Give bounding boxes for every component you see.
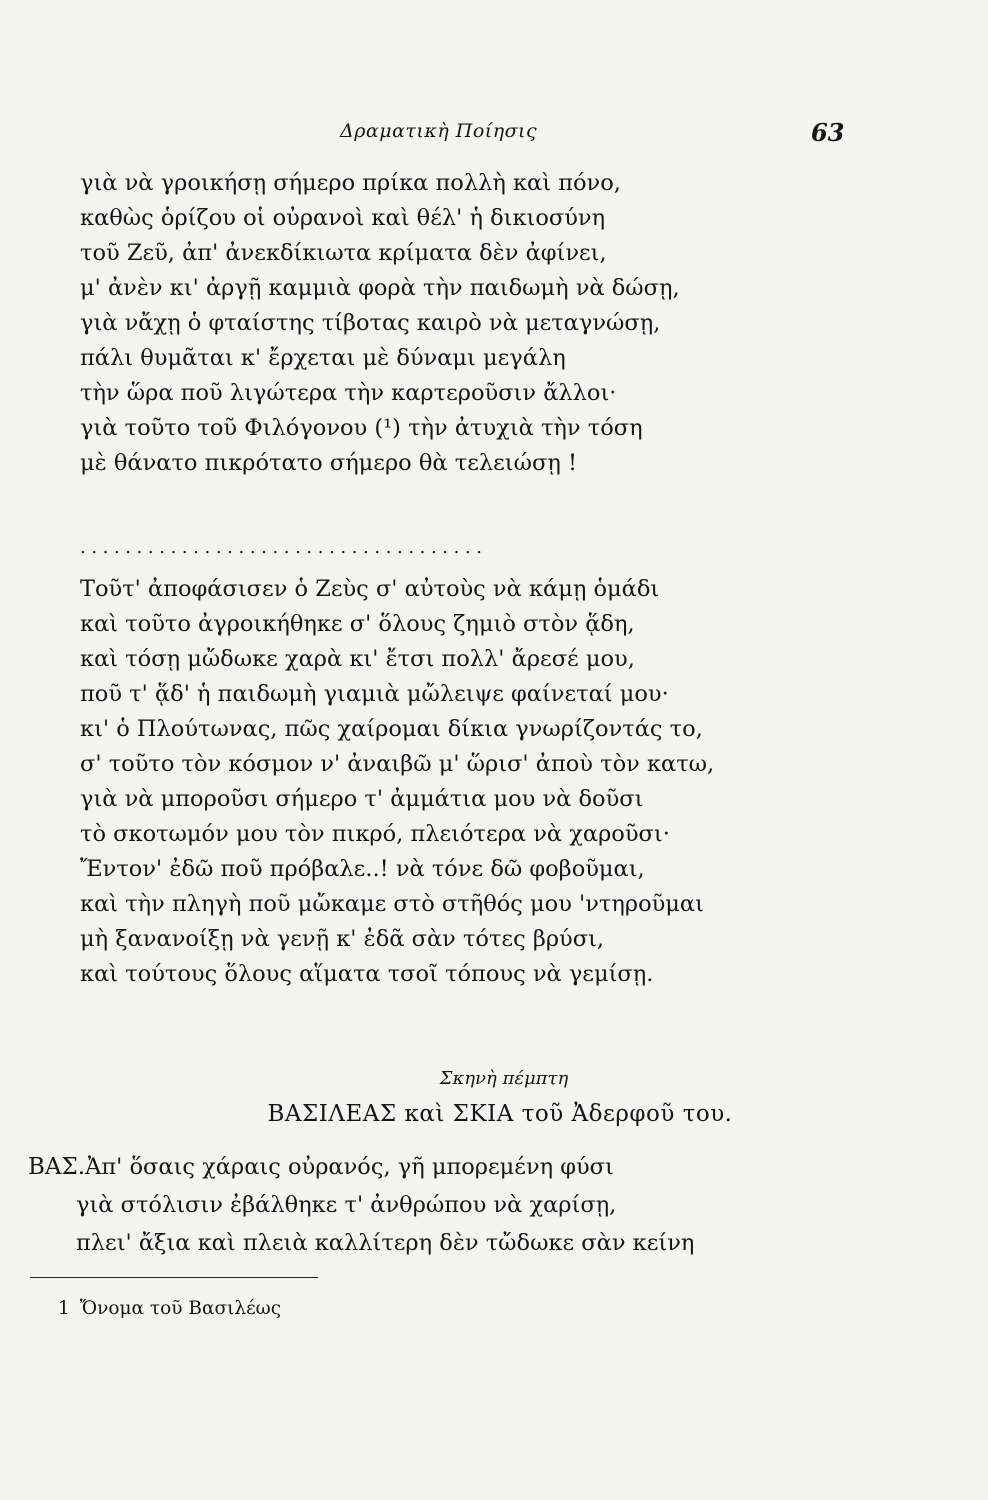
verse-block-1	[80, 166, 800, 481]
dialogue-line: Ἀπ' ὅσαις χάραις οὐρανός, γῆ μπορεμένη φύσι	[85, 1154, 614, 1180]
dialogue-first-line	[28, 1148, 788, 1186]
verse-line: γιὰ νἄχῃ ὁ φταίστης τίβοτας καιρὸ νὰ μεταγνώσῃ,	[80, 310, 661, 336]
verse-line: καὶ τὴν πληγὴ ποῦ μὤκαμε στὸ στῆθός μου 'ντηροῦμαι	[80, 891, 704, 917]
footnote-text: Ὄνομα τοῦ Βασιλέως	[79, 1298, 282, 1319]
verse-line: γιὰ νὰ γροικήσῃ σήμερο πρίκα πολλὴ καὶ πόνο,	[80, 170, 621, 196]
dialogue-block	[28, 1148, 788, 1262]
verse-line: καθὼς ὁρίζου οἱ οὐρανοὶ καὶ θέλ' ἡ δικιοσύνη	[80, 205, 606, 231]
ellipsis-separator: ....................................	[80, 537, 488, 558]
scene-heading: Σκηνὴ πέμπτη	[439, 1068, 569, 1089]
verse-line: καὶ τόσῃ μὤδωκε χαρὰ κι' ἔτσι πολλ' ἄρεσέ μου,	[80, 646, 635, 672]
verse-line: τὸ σκοτωμόν μου τὸν πικρό, πλειότερα νὰ χαροῦσι·	[80, 821, 670, 847]
verse-line: μὴ ξανανοίξῃ νὰ γενῇ κ' ἐδᾶ σὰν τότες βρύσι,	[80, 926, 605, 952]
verse-line: σ' τοῦτο τὸν κόσμον ν' ἀναιβῶ μ' ὥρισ' ἀποὺ τὸν κατω,	[80, 751, 715, 777]
verse-line: ποῦ τ' ᾅδ' ἡ παιδωμὴ γιαμιὰ μὤλειψε φαίνεταί μου·	[80, 681, 669, 707]
verse-line: πάλι θυμᾶται κ' ἔρχεται μὲ δύναμι μεγάλη	[80, 345, 566, 371]
verse-line: τὴν ὥρα ποῦ λιγώτερα τὴν καρτεροῦσιν ἄλλοι·	[80, 380, 617, 406]
verse-line: τοῦ Ζεῦ, ἀπ' ἀνεκδίκιωτα κρίματα δὲν ἀφίνει,	[80, 240, 607, 266]
verse-line: μὲ θάνατο πικρότατο σήμερο θὰ τελειώσῃ !	[80, 450, 577, 476]
verse-block-2	[80, 572, 800, 992]
scene-characters: ΒΑΣΙΛΕΑΣ καὶ ΣΚΙΑ τοῦ Ἀδερφοῦ του.	[267, 1101, 733, 1127]
running-title: Δραματικὴ Ποίησις	[340, 120, 538, 142]
footnote	[58, 1298, 281, 1319]
dialogue-line: πλει' ἄξια καὶ πλειὰ καλλίτερη δὲν τὤδωκε σὰν κείνη	[76, 1230, 695, 1256]
dialogue-line: γιὰ στόλισιν ἐβάλθηκε τ' ἀνθρώπου νὰ χαρίσῃ,	[76, 1192, 617, 1218]
verse-line: Ἔντον' ἐδῶ ποῦ πρόβαλε..! νὰ τόνε δῶ φοβοῦμαι,	[80, 856, 645, 882]
verse-line: μ' ἀνὲν κι' ἀργῇ καμμιὰ φορὰ τὴν παιδωμὴ νὰ δώσῃ,	[80, 275, 680, 301]
verse-line: Τοῦτ' ἀποφάσισεν ὁ Ζεὺς σ' αὐτοὺς νὰ κάμῃ ὁμάδι	[80, 576, 660, 602]
running-head	[0, 120, 988, 150]
footnote-rule	[30, 1277, 318, 1278]
verse-line: καὶ τοῦτο ἀγροικήθηκε σ' ὅλους ζημιὸ στὸν ᾅδη,	[80, 611, 635, 637]
verse-line: κι' ὁ Πλούτωνας, πῶς χαίρομαι δίκια γνωρίζοντάς το,	[80, 716, 703, 742]
speaker-label: ΒΑΣ.	[28, 1154, 86, 1180]
page-number: 63	[811, 118, 845, 147]
footnote-number: 1	[58, 1298, 70, 1319]
verse-line: γιὰ νὰ μποροῦσι σήμερο τ' ἀμμάτια μου νὰ δοῦσι	[80, 786, 644, 812]
verse-line: καὶ τούτους ὅλους αἵματα τσοῖ τόπους νὰ γεμίσῃ.	[80, 961, 654, 987]
verse-line: γιὰ τοῦτο τοῦ Φιλόγονου (¹) τὴν ἀτυχιὰ τὴν τόση	[80, 415, 643, 441]
